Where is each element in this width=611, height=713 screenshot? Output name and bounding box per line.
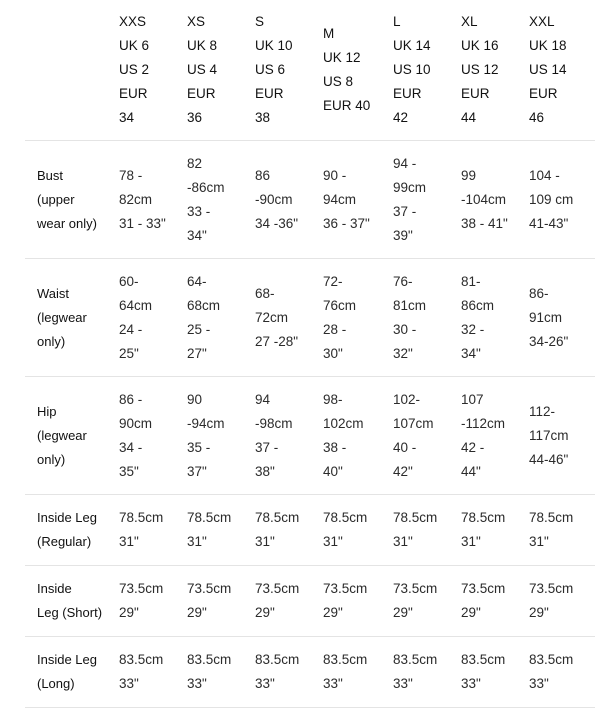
inside-leg-long-label: Inside Leg (Long) (37, 652, 97, 691)
waist-value-m: 72- 76cm 28 - 30" (323, 273, 357, 361)
size-header-s: S UK 10 US 6 EUR 38 (255, 14, 293, 125)
hip-label: Hip (legwear only) (37, 403, 87, 467)
inside-leg-long-value-xl: 83.5cm 33" (461, 652, 506, 691)
bust-value-s: 86 -90cm 34 -36" (255, 167, 299, 231)
waist-row (25, 259, 595, 377)
bust-value-l: 94 - 99cm 37 - 39" (393, 155, 427, 243)
bust-value-xxs: 78 - 82cm 31 - 33" (119, 167, 166, 231)
inside-leg-short-value-l: 73.5cm 29" (393, 581, 438, 620)
inside-leg-short-label: Inside Leg (Short) (37, 581, 103, 620)
size-header-xs: XS UK 8 US 4 EUR 36 (187, 14, 218, 125)
hip-value-xxl: 112- 117cm 44-46" (529, 403, 569, 467)
inside-leg-short-value-xxs: 73.5cm 29" (119, 581, 164, 620)
hip-value-l: 102- 107cm 40 - 42" (393, 391, 434, 479)
bust-value-m: 90 - 94cm 36 - 37" (323, 167, 370, 231)
inside-leg-regular-value-xs: 78.5cm 31" (187, 510, 232, 549)
inside-leg-short-value-s: 73.5cm 29" (255, 581, 300, 620)
inside-leg-regular-value-m: 78.5cm 31" (323, 510, 368, 549)
inside-leg-regular-value-xl: 78.5cm 31" (461, 510, 506, 549)
bust-value-xxl: 104 - 109 cm 41-43" (529, 167, 574, 231)
size-header-xl: XL UK 16 US 12 EUR 44 (461, 14, 499, 125)
waist-value-xs: 64- 68cm 25 - 27" (187, 273, 221, 361)
size-chart-table (25, 0, 595, 708)
inside-leg-long-value-xxs: 83.5cm 33" (119, 652, 164, 691)
inside-leg-short-value-xs: 73.5cm 29" (187, 581, 232, 620)
inside-leg-long-row (25, 637, 595, 708)
inside-leg-short-value-xl: 73.5cm 29" (461, 581, 506, 620)
bust-label: Bust (upper wear only) (37, 167, 97, 231)
bust-row (25, 141, 595, 259)
bust-value-xl: 99 -104cm 38 - 41" (461, 167, 508, 231)
waist-value-xxl: 86- 91cm 34-26" (529, 285, 569, 349)
inside-leg-long-value-s: 83.5cm 33" (255, 652, 300, 691)
inside-leg-regular-row (25, 495, 595, 566)
hip-value-m: 98- 102cm 38 - 40" (323, 391, 364, 479)
inside-leg-regular-value-xxs: 78.5cm 31" (119, 510, 164, 549)
hip-value-s: 94 -98cm 37 - 38" (255, 391, 293, 479)
waist-label: Waist (legwear only) (37, 285, 87, 349)
inside-leg-regular-value-s: 78.5cm 31" (255, 510, 300, 549)
size-header-xxs: XXS UK 6 US 2 EUR 34 (119, 14, 150, 125)
hip-value-xxs: 86 - 90cm 34 - 35" (119, 391, 153, 479)
hip-row (25, 377, 595, 495)
bust-value-xs: 82 -86cm 33 - 34" (187, 155, 225, 243)
inside-leg-long-value-m: 83.5cm 33" (323, 652, 368, 691)
waist-value-xl: 81- 86cm 32 - 34" (461, 273, 495, 361)
inside-leg-short-value-xxl: 73.5cm 29" (529, 581, 574, 620)
inside-leg-long-value-xs: 83.5cm 33" (187, 652, 232, 691)
inside-leg-long-value-l: 83.5cm 33" (393, 652, 438, 691)
hip-value-xs: 90 -94cm 35 - 37" (187, 391, 225, 479)
size-header-xxl: XXL UK 18 US 14 EUR 46 (529, 14, 567, 125)
inside-leg-short-row (25, 566, 595, 637)
inside-leg-regular-value-l: 78.5cm 31" (393, 510, 438, 549)
hip-value-xl: 107 -112cm 42 - 44" (461, 391, 506, 479)
waist-value-s: 68- 72cm 27 -28" (255, 285, 299, 349)
size-header-row (25, 0, 595, 141)
waist-value-l: 76- 81cm 30 - 32" (393, 273, 427, 361)
waist-value-xxs: 60- 64cm 24 - 25" (119, 273, 153, 361)
inside-leg-long-value-xxl: 83.5cm 33" (529, 652, 574, 691)
inside-leg-short-value-m: 73.5cm 29" (323, 581, 368, 620)
inside-leg-regular-value-xxl: 78.5cm 31" (529, 510, 574, 549)
size-header-m: M UK 12 US 8 EUR 40 (323, 26, 371, 113)
inside-leg-regular-label: Inside Leg (Regular) (37, 510, 97, 549)
size-header-l: L UK 14 US 10 EUR 42 (393, 14, 431, 125)
